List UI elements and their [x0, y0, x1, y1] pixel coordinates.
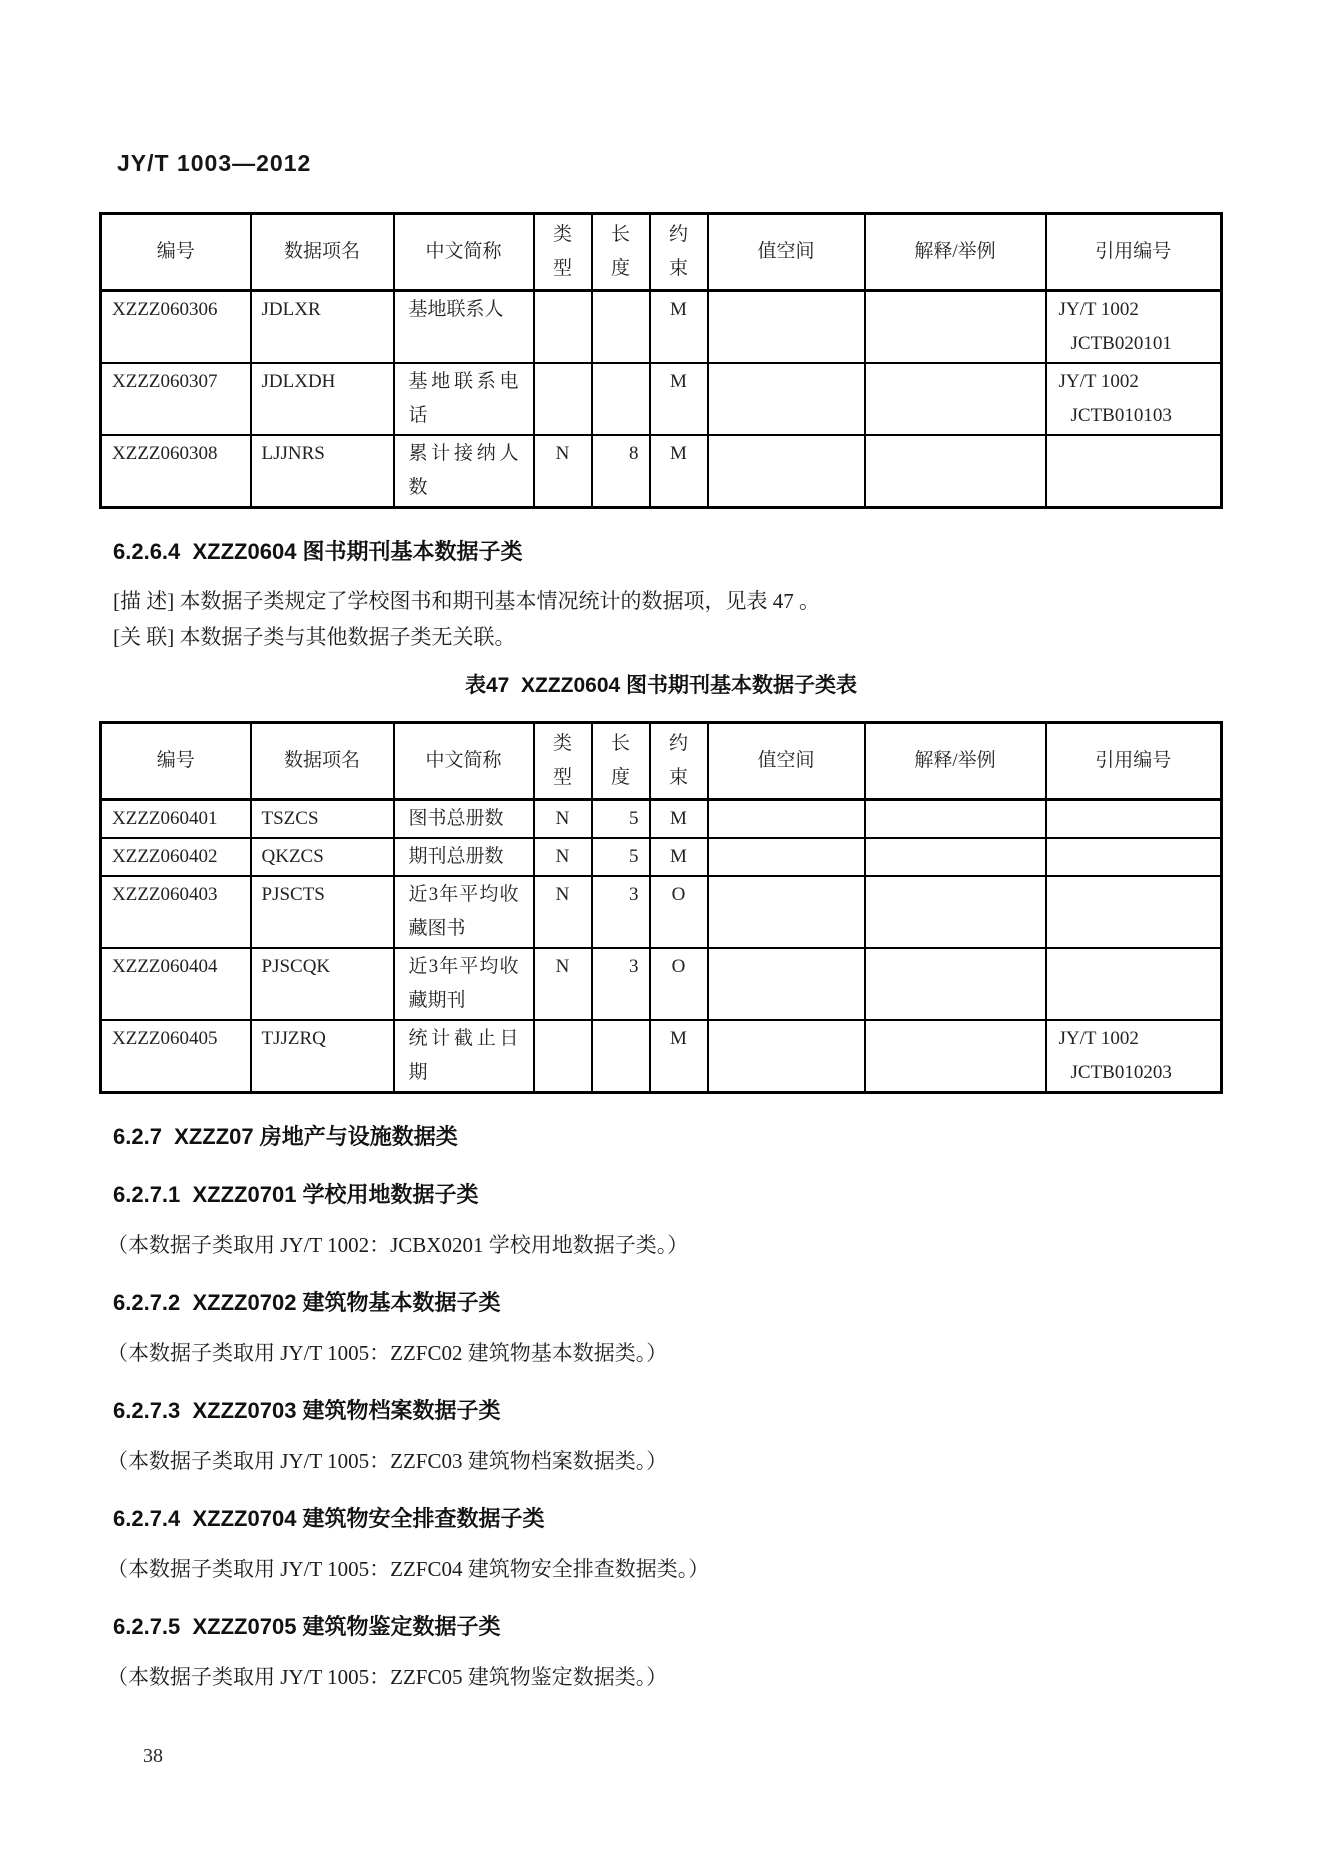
cell-cn-name: 近3年平均收藏期刊: [394, 948, 534, 1020]
cell-ref: [1046, 291, 1222, 364]
cell-ref: [1046, 435, 1222, 508]
col-header-cn-name: 中文简称: [394, 723, 534, 800]
cell-value-space: [708, 876, 865, 948]
cell-constraint: M: [650, 291, 708, 364]
cell-value-space: [708, 1020, 865, 1093]
section-body: [113, 583, 1223, 655]
cell-value-space: [708, 838, 865, 876]
cell-item-name: TSZCS: [251, 800, 394, 839]
cell-explanation: [865, 838, 1046, 876]
col-header-value-space: 值空间: [708, 723, 865, 800]
col-header-type: 类型: [534, 723, 592, 800]
cell-value-space: [708, 948, 865, 1020]
cell-type: N: [534, 435, 592, 508]
cell-length: [592, 363, 650, 435]
cell-cn-name: 基地联系电话: [394, 363, 534, 435]
continuation-table: [99, 212, 1223, 509]
cell-item-name: LJJNRS: [251, 435, 394, 508]
cell-cn-name: 累计接纳人数: [394, 435, 534, 508]
cell-item-name: PJSCTS: [251, 876, 394, 948]
cell-id: XZZZ060404: [101, 948, 251, 1020]
cell-ref: [1046, 948, 1222, 1020]
cell-value-space: [708, 800, 865, 839]
col-header-constraint: 约束: [650, 214, 708, 291]
section-body-6-2-7-4: （本数据子类取用 JY/T 1005：ZZFC04 建筑物安全排查数据类。）: [107, 1557, 710, 1581]
ref-line-1: JY/T 1002: [1058, 299, 1139, 320]
cell-length: 3: [592, 948, 650, 1020]
section-heading-6-2-7-1: 6.2.7.1 XZZZ0701 学校用地数据子类: [113, 1182, 479, 1207]
col-header-type: 类型: [534, 214, 592, 291]
table-row: [101, 1020, 1222, 1093]
section-body-6-2-7-5: （本数据子类取用 JY/T 1005：ZZFC05 建筑物鉴定数据类。）: [107, 1665, 668, 1689]
ref-line-2: JCTB010103: [1070, 405, 1172, 426]
section-heading-6-2-6-4: 6.2.6.4 XZZZ0604 图书期刊基本数据子类: [113, 539, 523, 564]
cell-ref: [1046, 800, 1222, 839]
cell-length: [592, 1020, 650, 1093]
col-header-constraint: 约束: [650, 723, 708, 800]
cell-cn-name: 基地联系人: [394, 291, 534, 364]
cell-type: N: [534, 800, 592, 839]
cell-explanation: [865, 291, 1046, 364]
section-heading-6-2-7-3: 6.2.7.3 XZZZ0703 建筑物档案数据子类: [113, 1398, 501, 1423]
cell-id: XZZZ060307: [101, 363, 251, 435]
col-header-ref: 引用编号: [1046, 723, 1222, 800]
col-header-id: 编号: [101, 214, 251, 291]
cell-id: XZZZ060308: [101, 435, 251, 508]
col-header-ref: 引用编号: [1046, 214, 1222, 291]
cell-explanation: [865, 876, 1046, 948]
cell-length: 5: [592, 838, 650, 876]
cell-length: 8: [592, 435, 650, 508]
table-row: [101, 291, 1222, 364]
col-header-value-space: 值空间: [708, 214, 865, 291]
cell-cn-name: 统计截止日期: [394, 1020, 534, 1093]
col-header-length: 长度: [592, 214, 650, 291]
cell-constraint: M: [650, 800, 708, 839]
doc-number: JY/T 1003—2012: [117, 150, 312, 176]
cell-explanation: [865, 363, 1046, 435]
cell-id: XZZZ060402: [101, 838, 251, 876]
cell-type: N: [534, 948, 592, 1020]
section-heading-6-2-7-4: 6.2.7.4 XZZZ0704 建筑物安全排查数据子类: [113, 1506, 545, 1531]
section-body-6-2-7-2: （本数据子类取用 JY/T 1005：ZZFC02 建筑物基本数据类。）: [107, 1341, 668, 1365]
header-row: [101, 723, 1222, 800]
cell-item-name: TJJZRQ: [251, 1020, 394, 1093]
cell-constraint: O: [650, 948, 708, 1020]
cell-constraint: M: [650, 1020, 708, 1093]
ref-line-1: JY/T 1002: [1058, 1028, 1139, 1049]
cell-item-name: QKZCS: [251, 838, 394, 876]
cell-id: XZZZ060306: [101, 291, 251, 364]
section-heading-6-2-7-5: 6.2.7.5 XZZZ0705 建筑物鉴定数据子类: [113, 1614, 501, 1639]
col-header-item-name: 数据项名: [251, 214, 394, 291]
table-row: [101, 948, 1222, 1020]
col-header-item-name: 数据项名: [251, 723, 394, 800]
cell-explanation: [865, 1020, 1046, 1093]
cell-value-space: [708, 363, 865, 435]
cell-type: [534, 1020, 592, 1093]
cell-ref: [1046, 876, 1222, 948]
cell-value-space: [708, 291, 865, 364]
cell-ref: [1046, 838, 1222, 876]
cell-explanation: [865, 948, 1046, 1020]
cell-item-name: JDLXR: [251, 291, 394, 364]
cell-cn-name: 期刊总册数: [394, 838, 534, 876]
cell-explanation: [865, 435, 1046, 508]
table-row: [101, 800, 1222, 839]
cell-type: N: [534, 838, 592, 876]
ref-line-1: JY/T 1002: [1058, 371, 1139, 392]
cell-type: [534, 291, 592, 364]
cell-type: N: [534, 876, 592, 948]
cell-cn-name: 图书总册数: [394, 800, 534, 839]
cell-constraint: M: [650, 838, 708, 876]
cell-length: 3: [592, 876, 650, 948]
col-header-cn-name: 中文简称: [394, 214, 534, 291]
cell-constraint: O: [650, 876, 708, 948]
col-header-id: 编号: [101, 723, 251, 800]
cell-id: XZZZ060405: [101, 1020, 251, 1093]
ref-line-2: JCTB020101: [1070, 333, 1172, 354]
cell-cn-name: 近3年平均收藏图书: [394, 876, 534, 948]
col-header-length: 长度: [592, 723, 650, 800]
table-row: [101, 435, 1222, 508]
cell-ref: [1046, 1020, 1222, 1093]
cell-id: XZZZ060403: [101, 876, 251, 948]
table-row: [101, 876, 1222, 948]
cell-ref: [1046, 363, 1222, 435]
page-number: 38: [143, 1745, 163, 1767]
col-header-explanation: 解释/举例: [865, 723, 1046, 800]
table-47-title: 表47 XZZZ0604 图书期刊基本数据子类表: [464, 674, 858, 697]
section-heading-6-2-7-2: 6.2.7.2 XZZZ0702 建筑物基本数据子类: [113, 1290, 501, 1315]
cell-id: XZZZ060401: [101, 800, 251, 839]
header-row: [101, 214, 1222, 291]
section-body-6-2-7-3: （本数据子类取用 JY/T 1005：ZZFC03 建筑物档案数据类。）: [107, 1449, 668, 1473]
section-body-6-2-7-1: （本数据子类取用 JY/T 1002：JCBX0201 学校用地数据子类。）: [107, 1233, 689, 1257]
table-row: [101, 838, 1222, 876]
relation-line: [关 联] 本数据子类与其他数据子类无关联。: [113, 625, 516, 649]
cell-length: [592, 291, 650, 364]
ref-line-2: JCTB010203: [1070, 1062, 1172, 1083]
description-line: [描 述] 本数据子类规定了学校图书和期刊基本情况统计的数据项，见表 47 。: [113, 589, 820, 613]
cell-item-name: JDLXDH: [251, 363, 394, 435]
cell-explanation: [865, 800, 1046, 839]
table-row: [101, 363, 1222, 435]
cell-constraint: M: [650, 435, 708, 508]
cell-item-name: PJSCQK: [251, 948, 394, 1020]
table-47: [99, 721, 1223, 1094]
col-header-explanation: 解释/举例: [865, 214, 1046, 291]
cell-value-space: [708, 435, 865, 508]
cell-type: [534, 363, 592, 435]
cell-length: 5: [592, 800, 650, 839]
section-heading-6-2-7: 6.2.7 XZZZ07 房地产与设施数据类: [113, 1124, 458, 1149]
cell-constraint: M: [650, 363, 708, 435]
